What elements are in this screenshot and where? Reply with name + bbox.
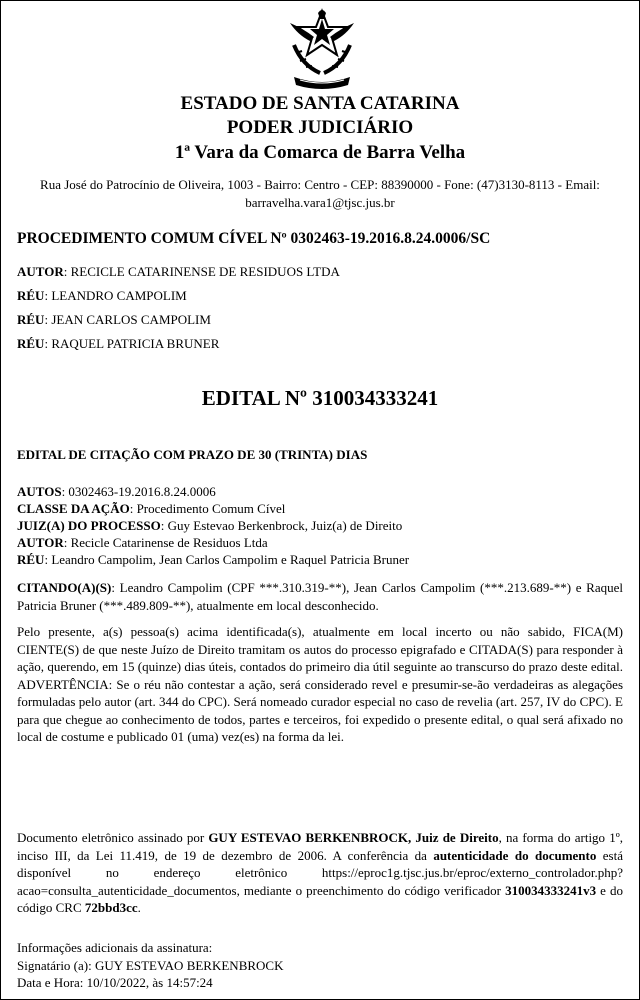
party-name: : JEAN CARLOS CAMPOLIM <box>44 312 211 327</box>
procedure-number: PROCEDIMENTO COMUM CÍVEL Nº 0302463-19.2016.8.24.0006/SC <box>17 230 491 247</box>
address-line-1: Rua José do Patrocínio de Oliveira, 1003 - Bairro: Centro - CEP: 88390000 - Fone: (47)3130-8113 - Email: <box>40 177 600 192</box>
detail-label: AUTOR <box>17 535 64 550</box>
signature-info <box>17 939 284 992</box>
address-line-2: barravelha.vara1@tjsc.jus.br <box>245 195 395 210</box>
detail-value: : 0302463-19.2016.8.24.0006 <box>61 484 216 499</box>
court-address <box>21 176 619 212</box>
judicial-power-title: PODER JUDICIÁRIO <box>226 117 414 138</box>
detail-line <box>17 483 409 500</box>
detail-label: RÉU <box>17 552 45 567</box>
signature-text: . <box>137 900 141 915</box>
verification-code: 310034333241v3 <box>505 882 597 898</box>
party-name: : RECICLE CATARINENSE DE RESIDUOS LTDA <box>63 264 340 279</box>
detail-label: CLASSE DA AÇÃO <box>17 501 130 516</box>
state-title: ESTADO DE SANTA CATARINA <box>180 93 460 114</box>
edital-title: EDITAL Nº 310034333241 <box>201 386 439 410</box>
detail-line <box>17 517 409 534</box>
party-role: RÉU <box>17 312 45 327</box>
citando-text: : Leandro Campolim (CPF ***.310.319-**), Jean Carlos Campolim (***.213.689-**) e Raquel Patricia Bruner (***.489.809-**), atualmente em local desconhecido. <box>17 580 623 613</box>
party-name: : LEANDRO CAMPOLIM <box>44 288 187 303</box>
citando-paragraph <box>17 579 623 614</box>
party-role: AUTOR <box>17 264 64 279</box>
detail-value: : Procedimento Comum Cível <box>129 501 286 516</box>
edital-body: Pelo presente, a(s) pessoa(s) acima identificada(s), atualmente em local incerto ou não sabido, FICA(M) CIENTE(S) de que neste Juízo de Direito tramitam os autos do processo epigrafado e CITADA(S) para responder à ação, querendo, em 15 (quinze) dias úteis, contados do primeiro dia útil seguinte ao transcurso do prazo deste edital. ADVERTÊNCIA: Se o réu não contestar a ação, será considerado revel e presumir-se-ão verdadeiras as alegações formuladas pelo autor (art. 344 do CPC). Será nomeado curador especial no caso de revelia (art. 257, IV do CPC). E para que chegue ao conhecimento de todos, partes e terceiros, foi expedido o presente edital, o qual será afixado no local de costume e publicado 01 (uma) vez(es) na forma da lei. <box>17 624 623 744</box>
signature-text: e do código CRC <box>17 882 623 915</box>
edital-subtitle: EDITAL DE CITAÇÃO COM PRAZO DE 30 (TRINTA) DIAS <box>17 447 368 462</box>
party-line <box>17 336 219 352</box>
signature-text: Documento eletrônico assinado por <box>17 830 209 845</box>
court-title: 1ª Vara da Comarca de Barra Velha <box>174 142 466 163</box>
detail-line <box>17 551 409 568</box>
party-role: RÉU <box>17 336 45 351</box>
signature-signer: Signatário (a): GUY ESTEVAO BERKENBROCK <box>17 957 284 973</box>
signature-info-title: Informações adicionais da assinatura: <box>17 940 213 955</box>
authenticity-label: autenticidade do documento <box>433 847 597 863</box>
detail-line <box>17 500 409 517</box>
party-role: RÉU <box>17 288 45 303</box>
detail-line <box>17 534 409 551</box>
crc-code: 72bbd3cc <box>84 900 138 915</box>
signature-datetime: Data e Hora: 10/10/2022, às 14:57:24 <box>17 975 213 990</box>
detail-value: : Leandro Campolim, Jean Carlos Campolim e Raquel Patricia Bruner <box>44 552 410 567</box>
party-line <box>17 288 187 304</box>
detail-label: AUTOS <box>17 484 62 499</box>
detail-value: : Recicle Catarinense de Residuos Ltda <box>63 535 268 550</box>
signature-text: , na forma do artigo 1º, inciso III, da Lei 11.419, de 19 de dezembro de 2006. A conferência da <box>17 830 623 863</box>
electronic-signature-notice <box>17 829 623 917</box>
detail-label: JUIZ(A) DO PROCESSO <box>17 518 161 533</box>
signer-name: GUY ESTEVAO BERKENBROCK, Juiz de Direito <box>208 830 499 845</box>
detail-value: : Guy Estevao Berkenbrock, Juiz(a) de Direito <box>160 518 403 533</box>
signature-text: está disponível no endereço eletrônico https://eproc1g.tjsc.jus.br/eproc/externo_controlador.php?acao=consulta_autenticidade_documentos, mediante o preenchimento do código verificador <box>17 847 623 898</box>
citando-label: CITANDO(A)(S) <box>17 580 112 595</box>
party-line <box>17 312 211 328</box>
party-name: : RAQUEL PATRICIA BRUNER <box>44 336 220 351</box>
party-line <box>17 264 340 280</box>
case-details <box>17 483 409 568</box>
santa-catarina-coat-of-arms-icon <box>284 5 360 93</box>
